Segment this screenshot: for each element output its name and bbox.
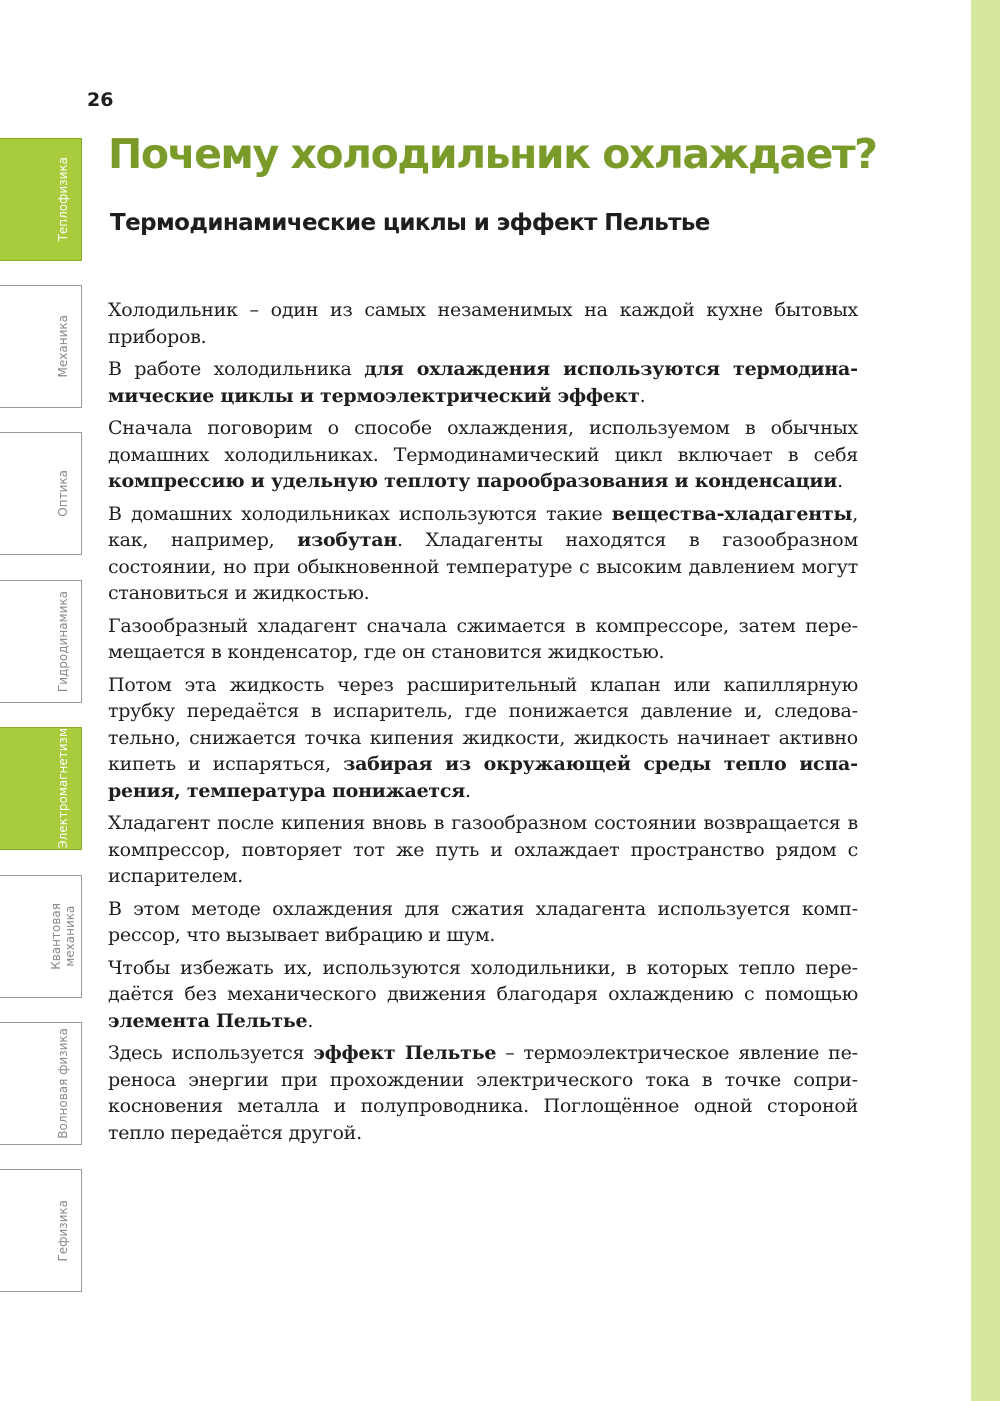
tab-volnovaya-fizika[interactable] [0, 1022, 82, 1145]
text-run: В работе холодильника [108, 358, 365, 380]
paragraph [108, 896, 858, 949]
tab-geofizika[interactable] [0, 1169, 82, 1292]
tab-label: Оптика [55, 470, 70, 517]
tab-label: Квантовая механика [48, 903, 77, 970]
bold-text: вещества-хладагенты [611, 502, 853, 525]
paragraph [108, 672, 858, 805]
text-run: . Хладагенты находятся в газообразном состоянии, но при обыкновенной температуре с высоким давлением могут становиться и жидкостью. [108, 529, 858, 604]
bold-text: для охлаждения используются термодинамические циклы и термоэлектрический эффект [108, 358, 858, 407]
paragraph [108, 415, 858, 495]
text-run: . [307, 1009, 314, 1032]
text-run: , как, например, [108, 502, 858, 551]
text-run: Сначала поговорим о способе охлаждения, используемом в обычных домашних холодильниках. Термодинамический цикл включает в себя [108, 417, 858, 466]
tab-teplofizika[interactable] [0, 138, 82, 261]
bold-text: изобутан [297, 529, 397, 551]
bold-text: эффект Пельтье [313, 1042, 497, 1064]
text-run: Потом эта жидкость через расширительный клапан или капиллярную трубку передаётся в испаритель, где понижается давление и, следовательно, снижается точка кипения жидкости, жидкость начинает активно кипеть и испаряться, [108, 673, 858, 775]
tab-mekhanika[interactable] [0, 285, 82, 408]
paragraph [108, 810, 858, 890]
bold-text: компрессию и удельную теплоту парообразования и конденсации [108, 470, 838, 492]
paragraph [108, 1040, 858, 1146]
text-run: Здесь используется [108, 1042, 314, 1064]
tab-kvantovaya-mekhanika[interactable] [0, 875, 82, 998]
text-run: – термоэлектрическое явление переноса энергии при прохождении электрического тока в точке соприкосновения металла и полупроводника. Поглощённое одной стороной тепло передаётся другой. [108, 1042, 858, 1144]
bold-text: забирая из окружающей среды тепло испарения, температура понижается [108, 753, 858, 802]
tab-optika[interactable] [0, 432, 82, 555]
text-run: . [837, 470, 843, 492]
text-run: Чтобы избежать их, используются холодильники, в которых тепло передаётся без механического движения благодаря охлаждению с помощью [108, 956, 858, 1005]
paragraph [108, 356, 858, 409]
right-edge-strip [971, 0, 1000, 1401]
text-run: . [639, 384, 646, 407]
paragraph [108, 955, 858, 1035]
paragraph [108, 613, 858, 666]
text-run: Газообразный хладагент сначала сжимается в компрессоре, затем перемещается в конденсатор, где он становится жидкостью. [108, 614, 858, 663]
paragraph [108, 501, 858, 607]
tab-label: Механика [55, 315, 70, 378]
page-number: 26 [87, 89, 114, 111]
tab-label: Волновая физика [55, 1028, 70, 1139]
page-title: Почему холодильник охлаждает? [108, 130, 877, 178]
text-run: Холодильник – один из самых незаменимых на каждой кухне бытовых приборов. [108, 299, 858, 348]
text-run: Хладагент после кипения вновь в газообразном состоянии возвращается в компрессор, повторяет тот же путь и охлаждает пространство рядом с испарителем. [108, 812, 858, 887]
text-run: В домашних холодильниках используются такие [108, 502, 612, 525]
tab-elektromagnetizm[interactable] [0, 727, 82, 850]
text-run: В этом методе охлаждения для сжатия хладагента используется компрессор, что вызывает вибрацию и шум. [108, 897, 858, 946]
bold-text: элемента Пельтье [108, 1009, 308, 1032]
tab-gidrodinamika[interactable] [0, 580, 82, 703]
tab-label: Электромагнетизм [55, 728, 70, 849]
page-subtitle: Термодинамические циклы и эффект Пельтье [110, 210, 710, 236]
paragraph [108, 297, 858, 350]
text-run: . [465, 779, 471, 802]
tab-label: Гефизика [55, 1199, 70, 1262]
tab-label: Теплофизика [55, 157, 70, 242]
tab-label: Гидродинамика [55, 590, 70, 693]
body-text [108, 297, 858, 1152]
